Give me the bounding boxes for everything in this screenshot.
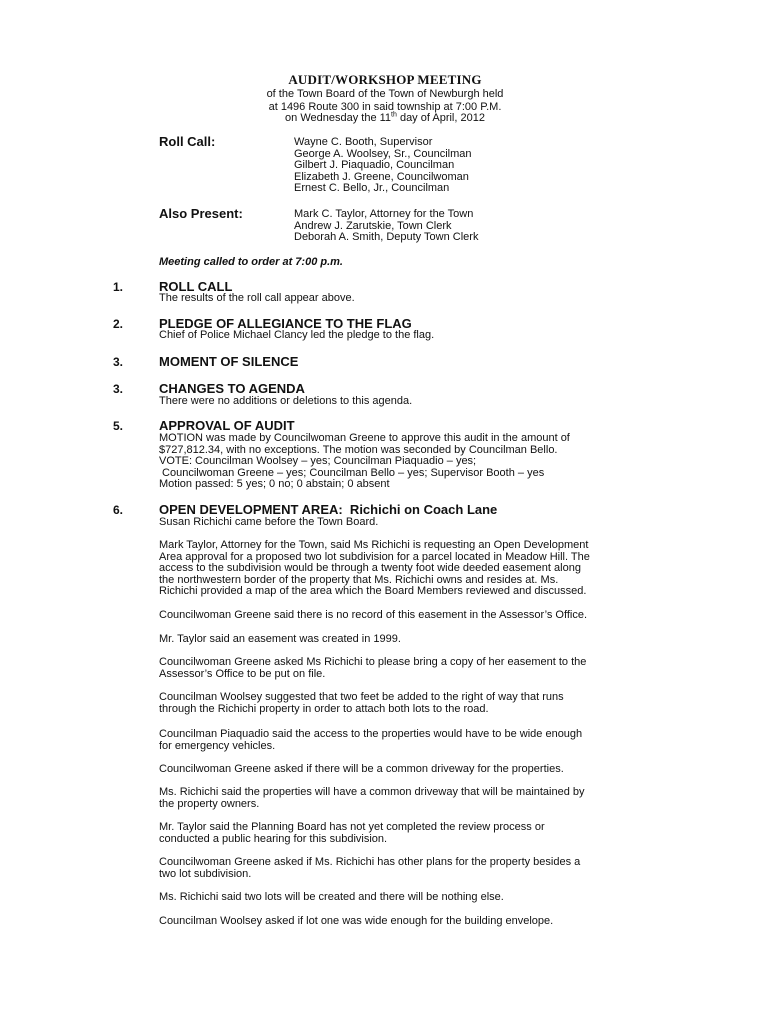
paragraph-line: Councilwoman Greene asked if there will be a common driveway for the properties. [159, 763, 564, 775]
paragraph [159, 657, 659, 680]
section-heading: APPROVAL OF AUDIT [159, 418, 295, 433]
paragraph-line: Mr. Taylor said the Planning Board has not yet completed the review process or [159, 821, 545, 833]
section-number: 2. [113, 317, 124, 331]
roll-call-name: Gilbert J. Piaquadio, Councilman [294, 159, 455, 172]
paragraph [159, 634, 659, 646]
meeting-title: AUDIT/WORKSHOP MEETING [288, 72, 482, 87]
paragraph-line: the property owners. [159, 797, 260, 810]
paragraph-line: Councilman Woolsey asked if lot one was wide enough for the building envelope. [159, 915, 554, 927]
section-line: $727,812.34, with no exceptions. The motion was seconded by Councilman Bello. [159, 443, 558, 456]
section-body [159, 396, 659, 408]
section-line: Susan Richichi came before the Town Board. [159, 516, 379, 528]
paragraph-line: Mark Taylor, Attorney for the Town, said Ms Richichi is requesting an Open Development [159, 539, 589, 551]
section-number: 6. [113, 503, 124, 517]
section-line: Motion passed: 5 yes; 0 no; 0 abstain; 0 absent [159, 478, 390, 491]
paragraph [159, 822, 659, 845]
paragraph-line: Councilman Piaquadio said the access to the properties would have to be wide enough [159, 728, 583, 740]
section-body [159, 517, 659, 529]
paragraph [159, 787, 659, 810]
paragraph-line: Councilwoman Greene asked if Ms. Richichi has other plans for the property besides a [159, 856, 581, 868]
paragraph-line: Ms. Richichi said the properties will have a common driveway that will be maintained by [159, 786, 585, 798]
paragraph [159, 764, 659, 776]
paragraph-line: for emergency vehicles. [159, 739, 276, 752]
paragraph-line: access to the subdivision would be through a twenty foot wide deeded easement along [159, 562, 581, 575]
paragraph-line: Mr. Taylor said an easement was created in 1999. [159, 633, 401, 645]
section-body [159, 293, 659, 305]
section-heading: CHANGES TO AGENDA [159, 381, 305, 396]
paragraph-line: Area approval for a proposed two lot subdivision for a parcel located in Meadow Hill. The [159, 550, 590, 563]
section-body [159, 330, 659, 342]
header-line-2: at 1496 Route 300 in said township at 7:00 P.M. [268, 101, 502, 113]
paragraph-line: Councilman Woolsey suggested that two feet be added to the right of way that runs [159, 691, 564, 703]
header-line-3-pre: on Wednesday the 11 [285, 112, 392, 124]
section-number: 1. [113, 280, 124, 294]
called-to-order: Meeting called to order at 7:00 p.m. [159, 256, 343, 268]
section-line: The results of the roll call appear above. [159, 292, 355, 304]
section-heading: MOMENT OF SILENCE [159, 354, 299, 369]
paragraph [159, 610, 659, 622]
paragraph [159, 692, 659, 715]
section-heading: OPEN DEVELOPMENT AREA: Richichi on Coach Lane [159, 502, 498, 517]
section-line: There were no additions or deletions to this agenda. [159, 395, 413, 407]
paragraph-line: Councilwoman Greene asked Ms Richichi to please bring a copy of her easement to the [159, 656, 587, 668]
paragraph [159, 892, 659, 904]
paragraph-line: conducted a public hearing for this subdivision. [159, 832, 388, 845]
also-present-name: Andrew J. Zarutskie, Town Clerk [294, 219, 452, 232]
roll-call-name: Ernest C. Bello, Jr., Councilman [294, 182, 450, 195]
section-body [159, 433, 659, 491]
paragraph-line: the northwestern border of the property that Ms. Richichi owns and resides at. Ms. [159, 573, 559, 586]
roll-call-name: George A. Woolsey, Sr., Councilman [294, 147, 472, 160]
section-number: 5. [113, 419, 124, 433]
paragraph-line: Councilwoman Greene said there is no record of this easement in the Assessor’s Office. [159, 609, 587, 621]
section-line: MOTION was made by Councilwoman Greene to approve this audit in the amount of [159, 432, 570, 444]
section-line: VOTE: Councilman Woolsey – yes; Councilman Piaquadio – yes; [159, 455, 477, 468]
roll-call-label: Roll Call: [159, 134, 216, 149]
section-number: 3. [113, 355, 124, 369]
paragraph-line: through the Richichi property in order to attach both lots to the road. [159, 702, 489, 715]
paragraph-line: two lot subdivision. [159, 867, 252, 880]
paragraph [159, 540, 659, 598]
paragraph-line: Ms. Richichi said two lots will be created and there will be nothing else. [159, 891, 504, 903]
header-line-3-sup: th [391, 111, 397, 119]
header-line-3-post: day of April, 2012 [396, 112, 485, 124]
also-present-name: Mark C. Taylor, Attorney for the Town [294, 208, 474, 220]
header-line-1: of the Town Board of the Town of Newburgh held [266, 88, 504, 100]
paragraph-line: Richichi provided a map of the area which the Board Members reviewed and discussed. [159, 585, 587, 598]
roll-call-name: Elizabeth J. Greene, Councilwoman [294, 170, 469, 183]
paragraph [159, 729, 659, 752]
also-present-label: Also Present: [159, 206, 243, 221]
roll-call-list [294, 137, 472, 195]
section-heading: PLEDGE OF ALLEGIANCE TO THE FLAG [159, 316, 412, 331]
also-present-name: Deborah A. Smith, Deputy Town Clerk [294, 231, 479, 244]
section-line: Chief of Police Michael Clancy led the pledge to the flag. [159, 329, 435, 341]
header-line-3 [0, 111, 770, 125]
paragraph [159, 916, 659, 928]
paragraph-line: Assessor’s Office to be put on file. [159, 667, 326, 680]
section-line: Councilwoman Greene – yes; Councilman Bello – yes; Supervisor Booth – yes [159, 466, 545, 479]
roll-call-name: Wayne C. Booth, Supervisor [294, 136, 433, 148]
section-heading: ROLL CALL [159, 279, 233, 294]
also-present-list [294, 209, 478, 244]
section-number: 3. [113, 382, 124, 396]
paragraph [159, 857, 659, 880]
